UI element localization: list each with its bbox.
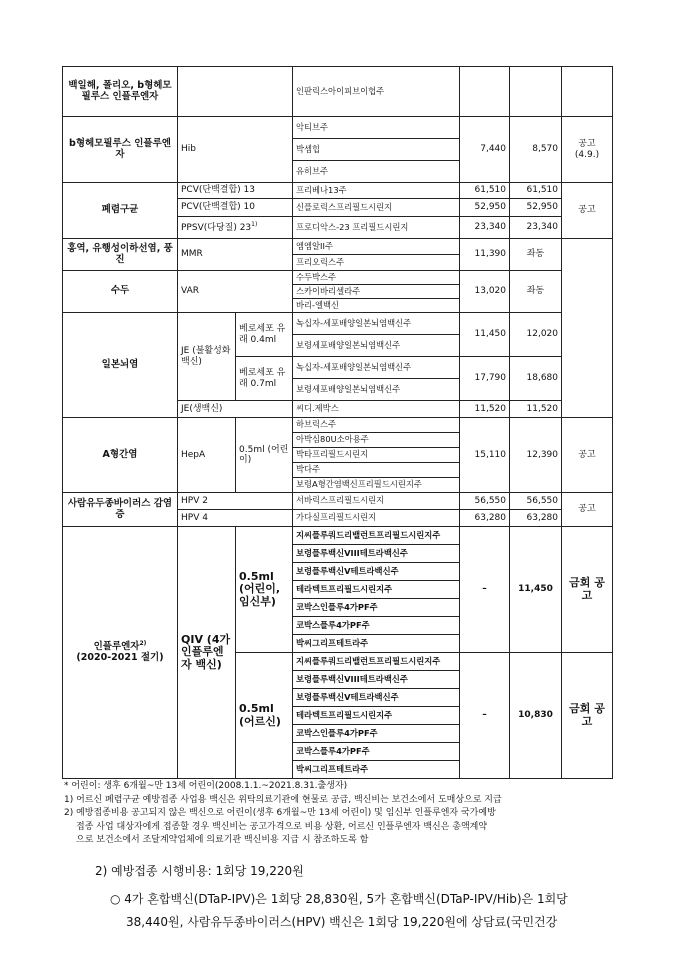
product-name: 보령플루백신V테트라백신주 bbox=[293, 689, 460, 707]
disease-name: 폐렴구균 bbox=[63, 183, 178, 239]
product-name: 보령세포배양일본뇌염백신주 bbox=[293, 379, 460, 401]
disease-name: 수두 bbox=[63, 271, 178, 313]
price-cell: 18,680 bbox=[510, 357, 562, 401]
note-cell: 금회 공고 bbox=[562, 653, 613, 779]
vaccine-subtype: 베로세포 유래 0.7ml bbox=[236, 357, 293, 401]
price-cell: 52,950 bbox=[510, 199, 562, 217]
product-name: 악티브주 bbox=[293, 117, 460, 139]
price-cell: 13,020 bbox=[460, 271, 510, 313]
product-name: 서바릭스프리필드시린지 bbox=[293, 493, 460, 510]
price-cell: 56,550 bbox=[510, 493, 562, 510]
price-cell: 11,520 bbox=[460, 401, 510, 418]
price-cell: 10,830 bbox=[510, 653, 562, 779]
price-cell: 8,570 bbox=[510, 117, 562, 183]
product-name: 테라텍트프리필드시린지주 bbox=[293, 707, 460, 725]
footnote: * 어린이: 생후 6개월~만 13세 어린이(2008.1.1.~2021.8.31.출생자) bbox=[64, 781, 348, 791]
product-name: 보령플루백신VIII테트라백신주 bbox=[293, 545, 460, 563]
note-cell bbox=[562, 239, 613, 418]
disease-name: 백일해, 폴리오, b형헤모필루스 인플루엔자 bbox=[63, 67, 178, 117]
product-name: 엠엠알II주 bbox=[293, 239, 460, 255]
vaccine-type: VAR bbox=[178, 271, 293, 313]
price-cell: 61,510 bbox=[460, 183, 510, 199]
product-name: 프로디악스-23 프리필드시린지 bbox=[293, 217, 460, 239]
price-cell: 61,510 bbox=[510, 183, 562, 199]
product-name: 녹십자-세포배양일본뇌염백신주 bbox=[293, 313, 460, 335]
price-cell: 12,390 bbox=[510, 418, 562, 493]
disease-name: 홍역, 유행성이하선염, 풍진 bbox=[63, 239, 178, 271]
price-cell: – bbox=[460, 527, 510, 653]
price-cell: 23,340 bbox=[460, 217, 510, 239]
product-name: 박씨그리프테트라주 bbox=[293, 761, 460, 779]
price-cell: 23,340 bbox=[510, 217, 562, 239]
vaccine-type: HPV 2 bbox=[178, 493, 293, 510]
table-row bbox=[63, 313, 613, 335]
product-name: 박다주 bbox=[293, 463, 460, 478]
price-cell: 11,450 bbox=[510, 527, 562, 653]
product-name: 하브릭스주 bbox=[293, 418, 460, 433]
vaccine-type: PCV(단백결합) 13 bbox=[178, 183, 293, 199]
footnote: 2) 예방접종비용 공고되지 않은 백신으로 어린이(생후 6개월~만 13세 어린이) 및 임신부 인플루엔자 국가예방 bbox=[64, 808, 496, 818]
disease-name: 사람유두종바이러스 감염증 bbox=[63, 493, 178, 527]
product-name: 녹십자-세포배양일본뇌염백신주 bbox=[293, 357, 460, 379]
price-cell: 52,950 bbox=[460, 199, 510, 217]
price-cell: 63,280 bbox=[460, 510, 510, 527]
product-name: 박씨그리프테트라주 bbox=[293, 635, 460, 653]
vaccine-type: QIV (4가 인플루엔자 백신) bbox=[178, 527, 236, 779]
footnote: 접종 사업 대상자에게 접종할 경우 백신비는 공고가격으로 비용 상환, 어르신 인플루엔자 백신은 총액계약 bbox=[76, 821, 488, 832]
vaccine-subtype: 0.5ml (어린이) bbox=[236, 418, 293, 493]
product-name: 가다실프리필드시린지 bbox=[293, 510, 460, 527]
footnotes bbox=[64, 780, 624, 848]
price-cell: 17,790 bbox=[460, 357, 510, 401]
vaccine-type: MMR bbox=[178, 239, 293, 271]
table-row bbox=[63, 67, 613, 117]
price-cell: 11,520 bbox=[510, 401, 562, 418]
note-cell: 공고 bbox=[562, 183, 613, 239]
vaccine-subtype: 0.5ml (어르신) bbox=[236, 653, 293, 779]
product-name: 프리오릭스주 bbox=[293, 255, 460, 271]
table-row bbox=[63, 527, 613, 545]
vaccine-subtype: 베로세포 유래 0.4ml bbox=[236, 313, 293, 357]
price-cell: 63,280 bbox=[510, 510, 562, 527]
product-name: 보령A형간염백신프리필드시린지주 bbox=[293, 478, 460, 493]
product-name: 바리-엘백신 bbox=[293, 299, 460, 313]
price-cell: 11,450 bbox=[460, 313, 510, 357]
table-row bbox=[63, 493, 613, 510]
product-name: 신플로릭스프리필드시린지 bbox=[293, 199, 460, 217]
paragraph-line: 38,440원, 사람유두종바이러스(HPV) 백신은 1회당 19,220원에 상담료(국민건강 bbox=[126, 915, 558, 929]
vaccine-type: PPSV(다당질) 23$^{1)}$ bbox=[178, 217, 293, 239]
disease-name: 일본뇌염 bbox=[63, 313, 178, 418]
price-cell: 7,440 bbox=[460, 117, 510, 183]
table-row bbox=[63, 117, 613, 139]
footnote: 1) 어르신 폐렴구균 예방접종 사업용 백신은 위탁의료기관에 현물로 공급, 백신비는 보건소에서 도매상으로 지급 bbox=[64, 794, 502, 805]
price-cell: 15,110 bbox=[460, 418, 510, 493]
price-cell: 11,390 bbox=[460, 239, 510, 271]
disease-name: A형간염 bbox=[63, 418, 178, 493]
vaccine-type: JE (불활성화 백신) bbox=[178, 313, 236, 401]
vaccine-type: JE(생백신) bbox=[178, 401, 293, 418]
product-name: 수두박스주 bbox=[293, 271, 460, 285]
product-name: 지씨플루쿼드리밸런트프리필드시린지주 bbox=[293, 527, 460, 545]
product-name: 유히브주 bbox=[293, 161, 460, 183]
note-cell: 공고 (4.9.) bbox=[562, 117, 613, 183]
disease-name: b형헤모필루스 인플루엔자 bbox=[63, 117, 178, 183]
product-name: 아박심80U소아용주 bbox=[293, 433, 460, 448]
note-cell: 공고 bbox=[562, 493, 613, 527]
product-name: 테라텍트프리필드시린지주 bbox=[293, 581, 460, 599]
vaccine-subtype: 0.5ml (어린이, 임신부) bbox=[236, 527, 293, 653]
vaccine-type: HPV 4 bbox=[178, 510, 293, 527]
disease-name: 인플루엔자$^{2)}$ (2020-2021 절기) bbox=[63, 527, 178, 779]
product-name: 보령세포배양일본뇌염백신주 bbox=[293, 335, 460, 357]
section-heading: 2) 예방접종 시행비용: 1회당 19,220원 bbox=[95, 864, 304, 878]
price-cell: 좌동 bbox=[510, 239, 562, 271]
price-cell: 56,550 bbox=[460, 493, 510, 510]
note-cell: 공고 bbox=[562, 418, 613, 493]
note-cell: 금회 공고 bbox=[562, 527, 613, 653]
product-name: 박타프리필드시린지 bbox=[293, 448, 460, 463]
vaccine-type: PCV(단백결합) 10 bbox=[178, 199, 293, 217]
body-paragraph bbox=[110, 888, 568, 934]
product-name: 스카이바리셀라주 bbox=[293, 285, 460, 299]
table-row bbox=[63, 183, 613, 199]
footnote: 으로 보건소에서 조달계약업체에 의료기관 백신비용 지급 시 참조하도록 함 bbox=[76, 835, 369, 845]
price-cell: – bbox=[460, 653, 510, 779]
product-name: 코박스플루4가PF주 bbox=[293, 617, 460, 635]
price-cell: 12,020 bbox=[510, 313, 562, 357]
price-cell: 좌동 bbox=[510, 271, 562, 313]
vaccine-type: Hib bbox=[178, 117, 293, 183]
vaccine-price-table bbox=[62, 66, 613, 779]
vaccine-type: HepA bbox=[178, 418, 236, 493]
product-name: 코박스인플루4가PF주 bbox=[293, 725, 460, 743]
product-name: 인판릭스아이피브이헙주 bbox=[293, 67, 460, 117]
product-name: 보령플루백신V테트라백신주 bbox=[293, 563, 460, 581]
product-name: 코박스플루4가PF주 bbox=[293, 743, 460, 761]
table-row bbox=[63, 418, 613, 433]
table-row bbox=[63, 239, 613, 255]
paragraph-line: ○ 4가 혼합백신(DTaP-IPV)은 1회당 28,830원, 5가 혼합백신(DTaP-IPV/Hib)은 1회당 bbox=[110, 892, 568, 906]
product-name: 프리베나13주 bbox=[293, 183, 460, 199]
product-name: 코박스인플루4가PF주 bbox=[293, 599, 460, 617]
product-name: 보령플루백신VIII테트라백신주 bbox=[293, 671, 460, 689]
product-name: 지씨플루쿼드리밸런트프리필드시린지주 bbox=[293, 653, 460, 671]
product-name: 씨디.제박스 bbox=[293, 401, 460, 418]
product-name: 박셈힙 bbox=[293, 139, 460, 161]
table-row bbox=[63, 271, 613, 285]
